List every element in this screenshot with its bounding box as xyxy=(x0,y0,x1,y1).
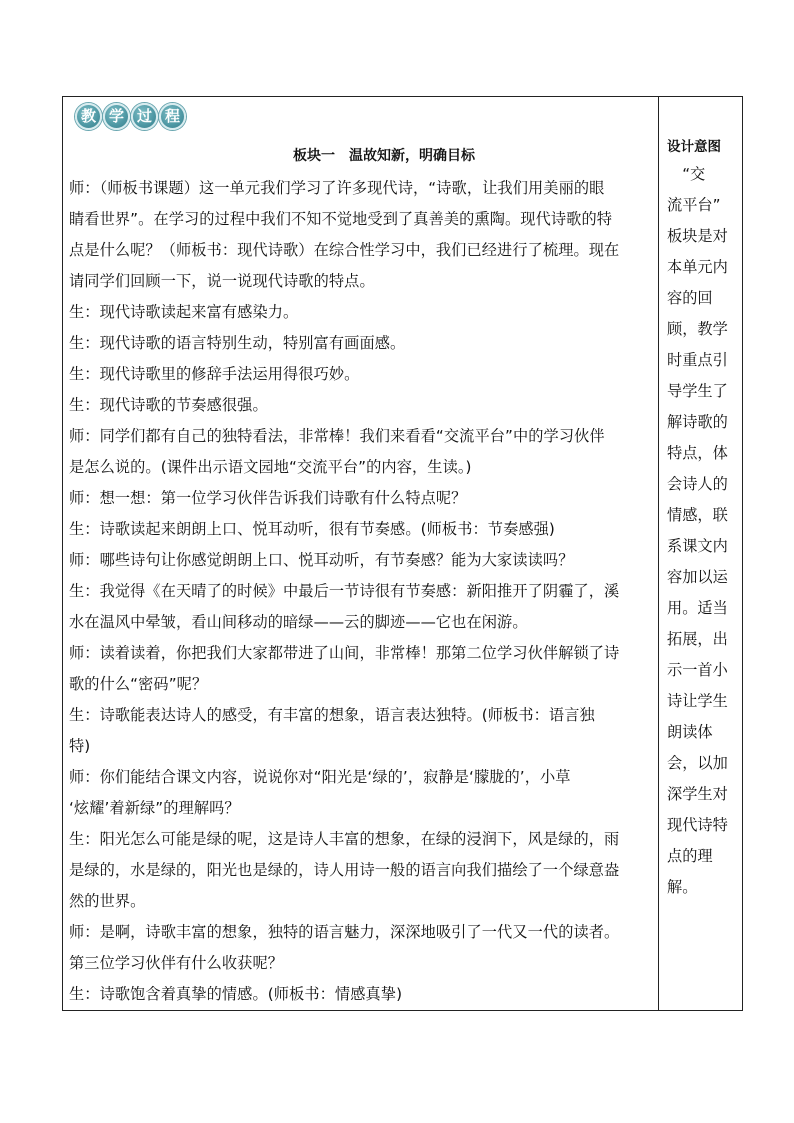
text-line: 师：同学们都有自己的独特看法，非常棒！我们来看看“交流平台”中的学习伙伴 xyxy=(69,427,605,445)
side-text-line: 板块是对 xyxy=(667,227,728,245)
text-line: 师：是啊，诗歌丰富的想象，独特的语言魅力，深深地吸引了一代又一代的读者。 xyxy=(69,923,620,941)
text-line: 歌的什么“密码”呢？ xyxy=(69,675,208,693)
text-line: 第三位学习伙伴有什么收获呢？ xyxy=(69,954,284,972)
dialogue-text xyxy=(69,173,657,1010)
side-text-line: 顾，教学 xyxy=(667,320,728,338)
text-line: 师：读着读着，你把我们大家都带进了山间，非常棒！那第二位学习伙伴解锁了诗 xyxy=(69,644,620,662)
side-text-line: 时重点引 xyxy=(667,351,728,369)
side-text-line: 深学生对 xyxy=(667,785,728,803)
side-text-line: 诗让学生 xyxy=(667,692,728,710)
text-line: 生：诗歌读起来朗朗上口、悦耳动听，很有节奏感。(师板书：节奏感强) xyxy=(69,520,555,538)
side-text-line: 解。 xyxy=(667,878,698,896)
text-line: 请同学们回顾一下，说一说现代诗歌的特点。 xyxy=(69,272,375,290)
badge-char: 程 xyxy=(159,103,186,130)
side-text-line: 特点，体 xyxy=(667,444,728,462)
side-text-line: 会诗人的 xyxy=(667,475,728,493)
badge-char: 学 xyxy=(103,103,130,130)
text-line: 生：阳光怎么可能是绿的呢，这是诗人丰富的想象，在绿的浸润下，风是绿的，雨 xyxy=(69,830,620,848)
text-line: 是怎么说的。(课件出示语文园地“交流平台”的内容，生读。) xyxy=(69,458,472,476)
side-text-line: 容加以运 xyxy=(667,568,728,586)
teaching-process-badge xyxy=(75,103,186,133)
text-line: 睛看世界”。在学习的过程中我们不知不觉地受到了真善美的熏陶。现代诗歌的特 xyxy=(69,210,613,228)
lesson-table xyxy=(62,96,743,1011)
side-text-line: 系课文内 xyxy=(667,537,728,555)
side-text-line: “交 xyxy=(667,165,706,183)
side-text-line: 容的回 xyxy=(667,289,713,307)
text-line: 是绿的，水是绿的，阳光也是绿的，诗人用诗一般的语言向我们描绘了一个绿意盎 xyxy=(69,861,620,879)
text-line: 生：现代诗歌里的修辞手法运用得很巧妙。 xyxy=(69,365,360,383)
side-text-line: 示一首小 xyxy=(667,661,728,679)
side-text-line: 现代诗特 xyxy=(667,816,728,834)
side-text-line: 点的理 xyxy=(667,847,713,865)
text-line: 师：哪些诗句让你感觉朗朗上口、悦耳动听，有节奏感？能为大家读读吗？ xyxy=(69,551,574,569)
text-line: 生：我觉得《在天晴了的时候》中最后一节诗很有节奏感：新阳推开了阴霾了，溪 xyxy=(69,582,620,600)
text-line: 然的世界。 xyxy=(69,892,146,910)
text-line: 生：诗歌能表达诗人的感受，有丰富的想象，语言表达独特。(师板书：语言独 xyxy=(69,706,595,724)
badge-char: 教 xyxy=(75,103,102,130)
text-line: ‘炫耀’着新绿”的理解吗？ xyxy=(69,799,240,817)
text-line: 特) xyxy=(69,737,91,755)
side-text-line: 用。适当 xyxy=(667,599,728,617)
text-line: 点是什么呢？（师板书：现代诗歌）在综合性学习中，我们已经进行了梳理。现在 xyxy=(69,241,620,259)
text-line: 水在温风中晕皱，看山间移动的暗绿——云的脚迹——它也在闲游。 xyxy=(69,613,528,631)
side-text-line: 拓展，出 xyxy=(667,630,728,648)
text-line: 生：诗歌饱含着真挚的情感。(师板书：情感真挚) xyxy=(69,985,403,1003)
text-line: 生：现代诗歌读起来富有感染力。 xyxy=(69,303,299,321)
side-text-line: 解诗歌的 xyxy=(667,413,728,431)
side-text-line: 会，以加 xyxy=(667,754,728,772)
design-intent-text xyxy=(667,159,737,903)
side-text-line: 情感，联 xyxy=(667,506,728,524)
section-heading: 板块一 温故知新，明确目标 xyxy=(293,148,475,164)
text-line: 师：想一想：第一位学习伙伴告诉我们诗歌有什么特点呢？ xyxy=(69,489,467,507)
text-line: 生：现代诗歌的节奏感很强。 xyxy=(69,396,268,414)
side-text-line: 导学生了 xyxy=(667,382,728,400)
side-text-line: 朗读体 xyxy=(667,723,713,741)
column-divider xyxy=(658,97,659,1010)
design-intent-title: 设计意图 xyxy=(667,139,721,155)
badge-char: 过 xyxy=(131,103,158,130)
text-line: 师：你们能结合课文内容，说说你对“阳光是‘绿的’，寂静是‘朦胧的’，小草 xyxy=(69,768,571,786)
side-text-line: 流平台” xyxy=(667,196,721,214)
text-line: 师：（师板书课题）这一单元我们学习了许多现代诗，“诗歌，让我们用美丽的眼 xyxy=(69,179,605,197)
text-line: 生：现代诗歌的语言特别生动，特别富有画面感。 xyxy=(69,334,406,352)
side-text-line: 本单元内 xyxy=(667,258,728,276)
